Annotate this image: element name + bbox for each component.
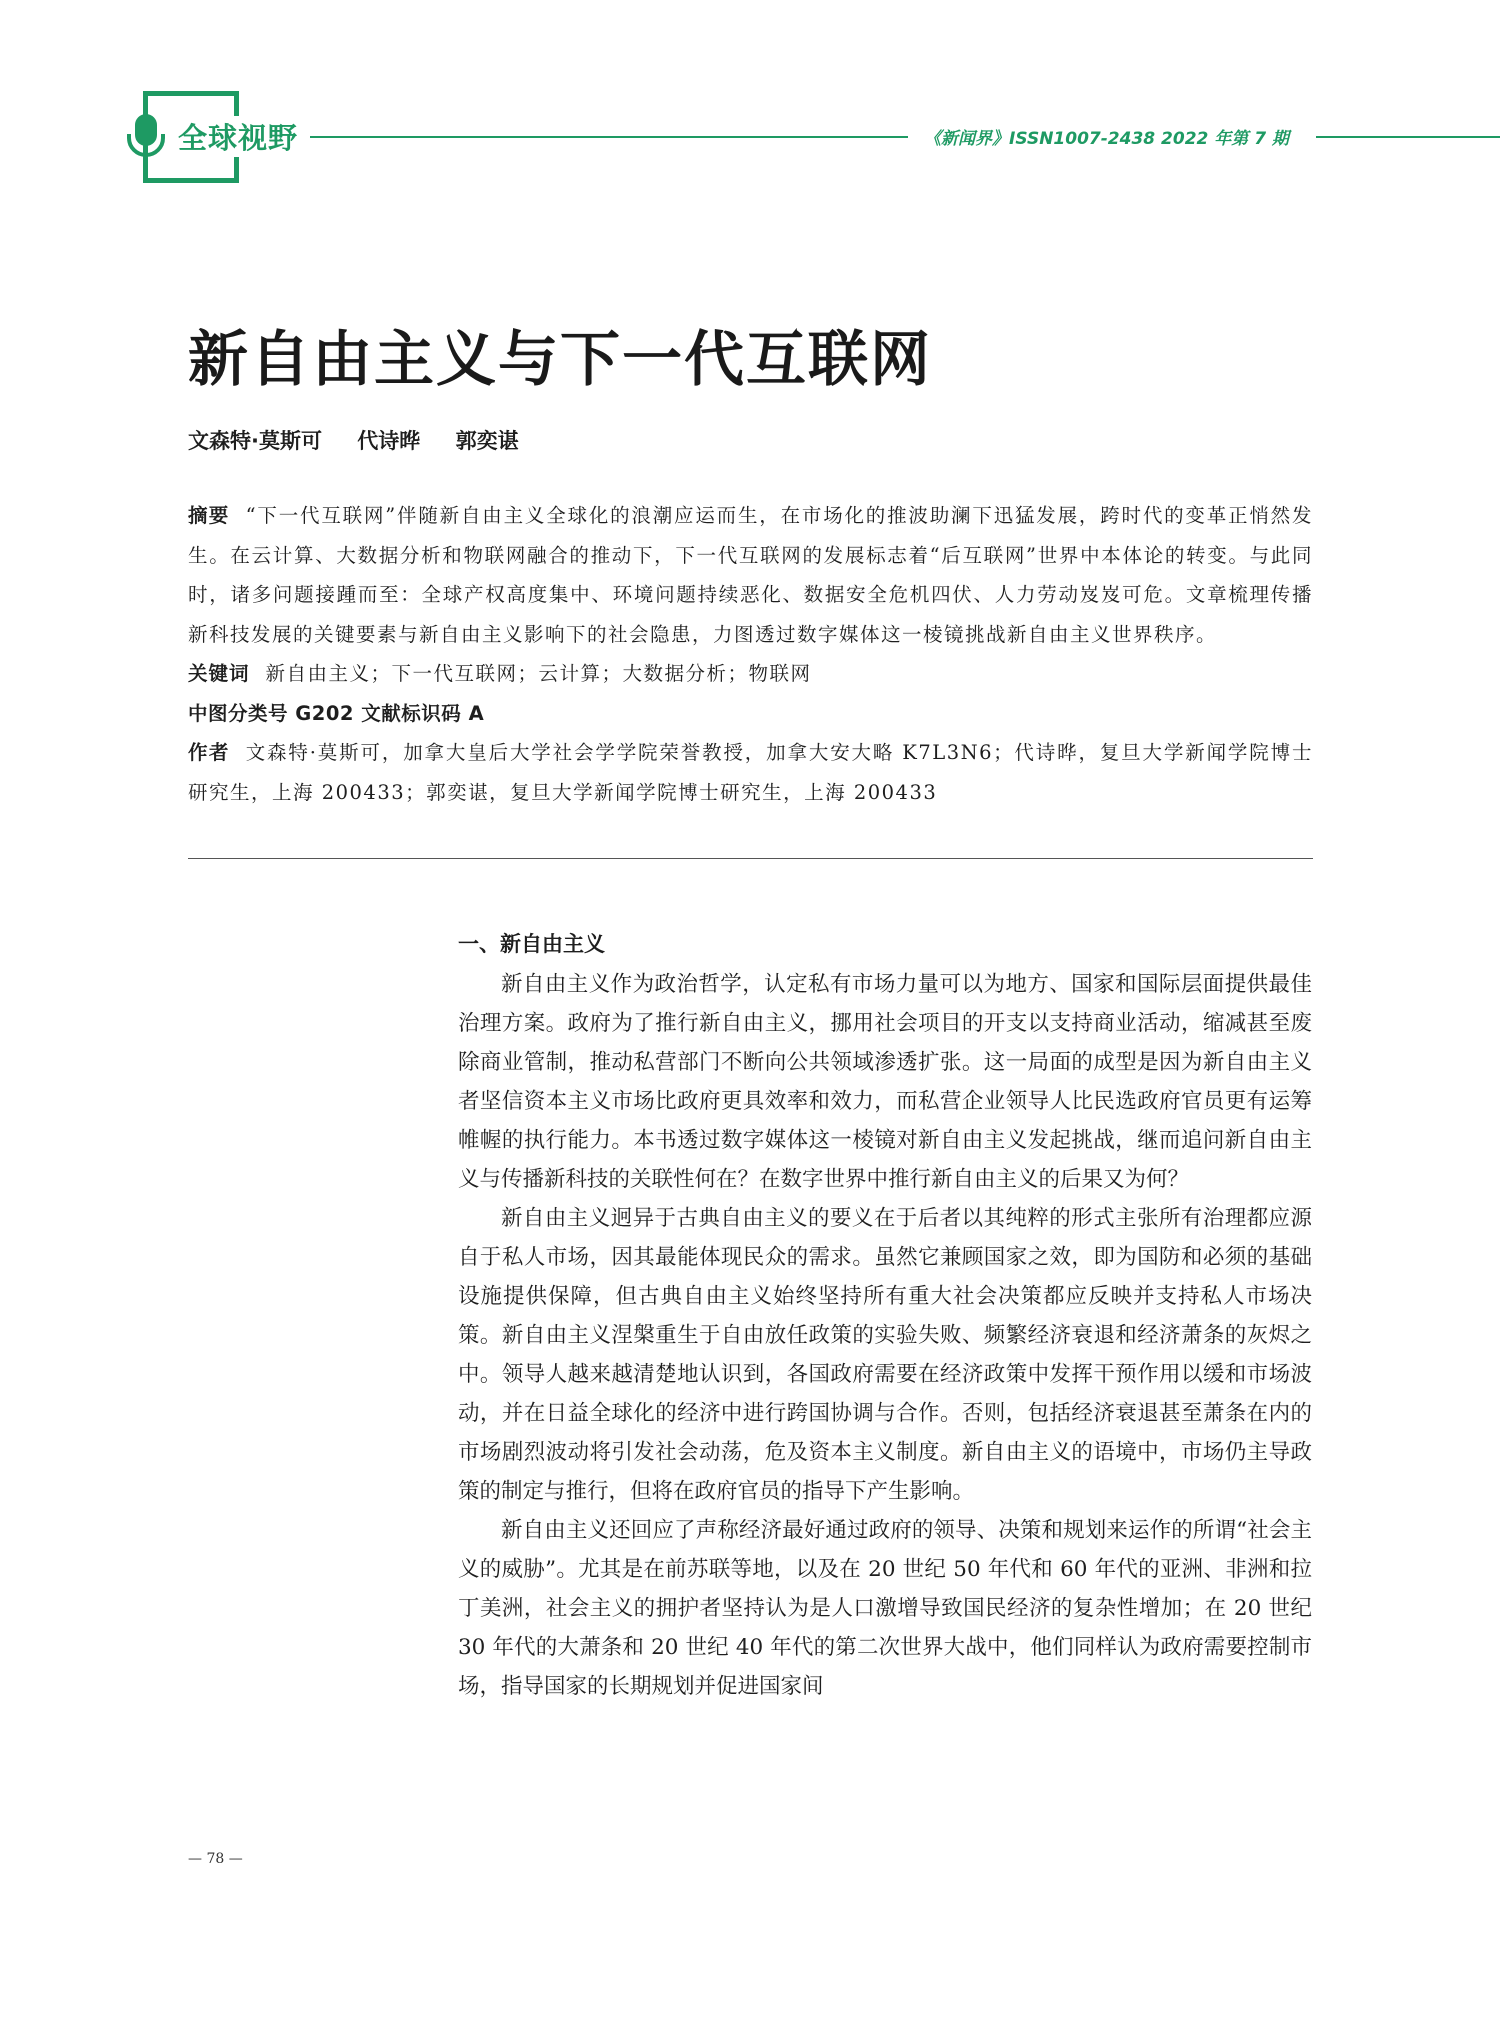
keywords-label: 关键词 <box>188 662 250 685</box>
header-rule-left <box>310 136 908 138</box>
body-paragraph: 新自由主义作为政治哲学，认定私有市场力量可以为地方、国家和国际层面提供最佳治理方案。政府为了推行新自由主义，挪用社会项目的开支以支持商业活动，缩减甚至废除商业管制，推动私营部门不断向公共领域渗透扩张。这一局面的成型是因为新自由主义者坚信资本主义市场比政府更具效率和效力，而私营企业领导人比民选政府官员更有运筹帷幄的执行能力。本书透过数字媒体这一棱镜对新自由主义发起挑战，继而追问新自由主义与传播新科技的关联性何在？在数字世界中推行新自由主义的后果又为何？ <box>458 972 1312 1192</box>
header-rule-right <box>1316 136 1500 138</box>
keywords-line <box>188 654 1313 694</box>
author-info-text: 文森特·莫斯可，加拿大皇后大学社会学学院荣誉教授，加拿大安大略 K7L3N6；代诗晔，复旦大学新闻学院博士研究生，上海 200433；郭奕谌，复旦大学新闻学院博士研究生，上海 200433 <box>188 741 1313 804</box>
page-number: — 78 — <box>188 1851 243 1867</box>
journal-info: 《新闻界》ISSN1007-2438 2022 年第 7 期 <box>924 129 1289 149</box>
author-info-line <box>188 733 1313 812</box>
section-tag: 全球视野 <box>178 116 304 157</box>
abstract-label: 摘要 <box>188 504 230 527</box>
body-paragraph: 新自由主义迥异于古典自由主义的要义在于后者以其纯粹的形式主张所有治理都应源自于私人市场，因其最能体现民众的需求。虽然它兼顾国家之效，即为国防和必须的基础设施提供保障，但古典自由主义始终坚持所有重大社会决策都应反映并支持私人市场决策。新自由主义涅槃重生于自由放任政策的实验失败、频繁经济衰退和经济萧条的灰烬之中。领导人越来越清楚地认识到，各国政府需要在经济政策中发挥干预作用以缓和市场波动，并在日益全球化的经济中进行跨国协调与合作。否则，包括经济衰退甚至萧条在内的市场剧烈波动将引发社会动荡，危及资本主义制度。新自由主义的语境中，市场仍主导政策的制定与推行，但将在政府官员的指导下产生影响。 <box>458 1206 1312 1504</box>
divider <box>188 858 1313 859</box>
body-paragraph: 新自由主义还回应了声称经济最好通过政府的领导、决策和规划来运作的所谓“社会主义的威胁”。尤其是在前苏联等地，以及在 20 世纪 50 年代和 60 年代的亚洲、非洲和拉丁美洲，社会主义的拥护者坚持认为是人口激增导致国民经济的复杂性增加；在 20 世纪 30 年代的大萧条和 20 世纪 40 年代的第二次世界大战中，他们同样认为政府需要控制市场，指导国家的长期规划并促进国家间 <box>458 1518 1312 1699</box>
abstract-paragraph <box>188 496 1313 654</box>
author-name: 郭奕谌 <box>455 429 519 453</box>
abstract-block <box>188 496 1313 812</box>
author-info-label: 作者 <box>188 741 230 764</box>
abstract-text: “下一代互联网”伴随新自由主义全球化的浪潮应运而生，在市场化的推波助澜下迅猛发展，跨时代的变革正悄然发生。在云计算、大数据分析和物联网融合的推动下，下一代互联网的发展标志着“后互联网”世界中本体论的转变。与此同时，诸多问题接踵而至：全球产权高度集中、环境问题持续恶化、数据安全危机四伏、人力劳动岌岌可危。文章梳理传播新科技发展的关键要素与新自由主义影响下的社会隐患，力图透过数字媒体这一棱镜挑战新自由主义世界秩序。 <box>188 504 1313 646</box>
author-name: 代诗晔 <box>357 429 421 453</box>
classification-line: 中图分类号 G202 文献标识码 A <box>188 701 485 725</box>
author-list <box>188 425 547 455</box>
section-heading: 一、新自由主义 <box>458 932 605 956</box>
article-body <box>458 929 1312 1706</box>
article-title: 新自由主义与下一代互联网 <box>188 325 932 395</box>
keywords-text: 新自由主义；下一代互联网；云计算；大数据分析；物联网 <box>265 662 812 685</box>
author-name: 文森特·莫斯可 <box>188 429 322 453</box>
microphone-icon <box>126 112 166 166</box>
